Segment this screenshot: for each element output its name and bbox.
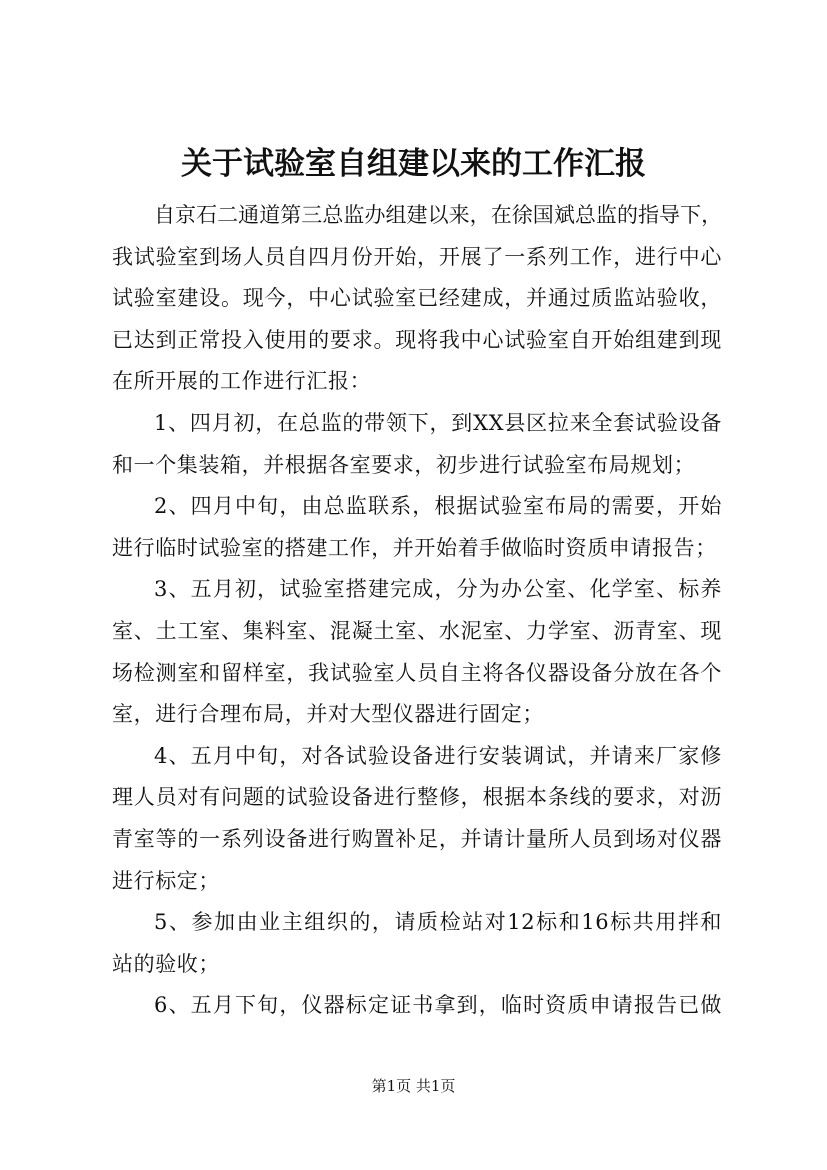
paragraph-line: 试验室建设。现今，中心试验室已经建成，并通过质监站验收， bbox=[112, 286, 722, 311]
paragraph-line: 站的验收； bbox=[112, 951, 220, 976]
paragraph-line: 3、五月初，试验室搭建完成，分为办公室、化学室、标养 bbox=[154, 577, 722, 602]
paragraph-line: 室、土工室、集料室、混凝土室、水泥室、力学室、沥青室、现 bbox=[112, 618, 722, 643]
paragraph bbox=[112, 195, 722, 403]
paragraph-line: 2、四月中旬，由总监联系，根据试验室布局的需要，开始 bbox=[154, 494, 722, 519]
paragraph bbox=[112, 902, 722, 985]
paragraph-line: 我试验室到场人员自四月份开始，开展了一系列工作，进行中心 bbox=[112, 244, 722, 269]
paragraph-line: 5、参加由业主组织的，请质检站对12标和16标共用拌和 bbox=[154, 910, 722, 935]
paragraph-line: 在所开展的工作进行汇报： bbox=[112, 369, 372, 394]
document-body bbox=[112, 195, 722, 1027]
page-title: 关于试验室自组建以来的工作汇报 bbox=[181, 146, 646, 182]
paragraph-line: 4、五月中旬，对各试验设备进行安装调试，并请来厂家修 bbox=[154, 743, 722, 768]
paragraph-line: 自京石二通道第三总监办组建以来，在徐国斌总监的指导下， bbox=[154, 203, 722, 227]
paragraph-line: 1、四月初，在总监的带领下，到XX县区拉来全套试验设备 bbox=[154, 410, 722, 435]
paragraph-line: 青室等的一系列设备进行购置补足，并请计量所人员到场对仪器 bbox=[112, 826, 722, 851]
page-footer: 第1页 共1页 bbox=[371, 1077, 456, 1095]
paragraph-line: 进行标定； bbox=[112, 868, 220, 893]
paragraph bbox=[112, 486, 722, 569]
paragraph-line: 进行临时试验室的搭建工作，并开始着手做临时资质申请报告； bbox=[112, 535, 717, 560]
paragraph-line: 和一个集装箱，并根据各室要求，初步进行试验室布局规划； bbox=[112, 452, 696, 477]
paragraph bbox=[112, 569, 722, 735]
paragraph-line: 已达到正常投入使用的要求。现将我中心试验室自开始组建到现 bbox=[112, 327, 722, 352]
paragraph bbox=[112, 736, 722, 902]
paragraph-line: 理人员对有问题的试验设备进行整修，根据本条线的要求，对沥 bbox=[112, 785, 722, 810]
paragraph bbox=[112, 403, 722, 486]
paragraph bbox=[112, 985, 722, 1027]
paragraph-line: 场检测室和留样室，我试验室人员自主将各仪器设备分放在各个 bbox=[112, 660, 722, 685]
paragraph-line: 室，进行合理布局，并对大型仪器进行固定； bbox=[112, 702, 544, 727]
paragraph-line: 6、五月下旬，仪器标定证书拿到，临时资质申请报告已做 bbox=[154, 993, 722, 1018]
